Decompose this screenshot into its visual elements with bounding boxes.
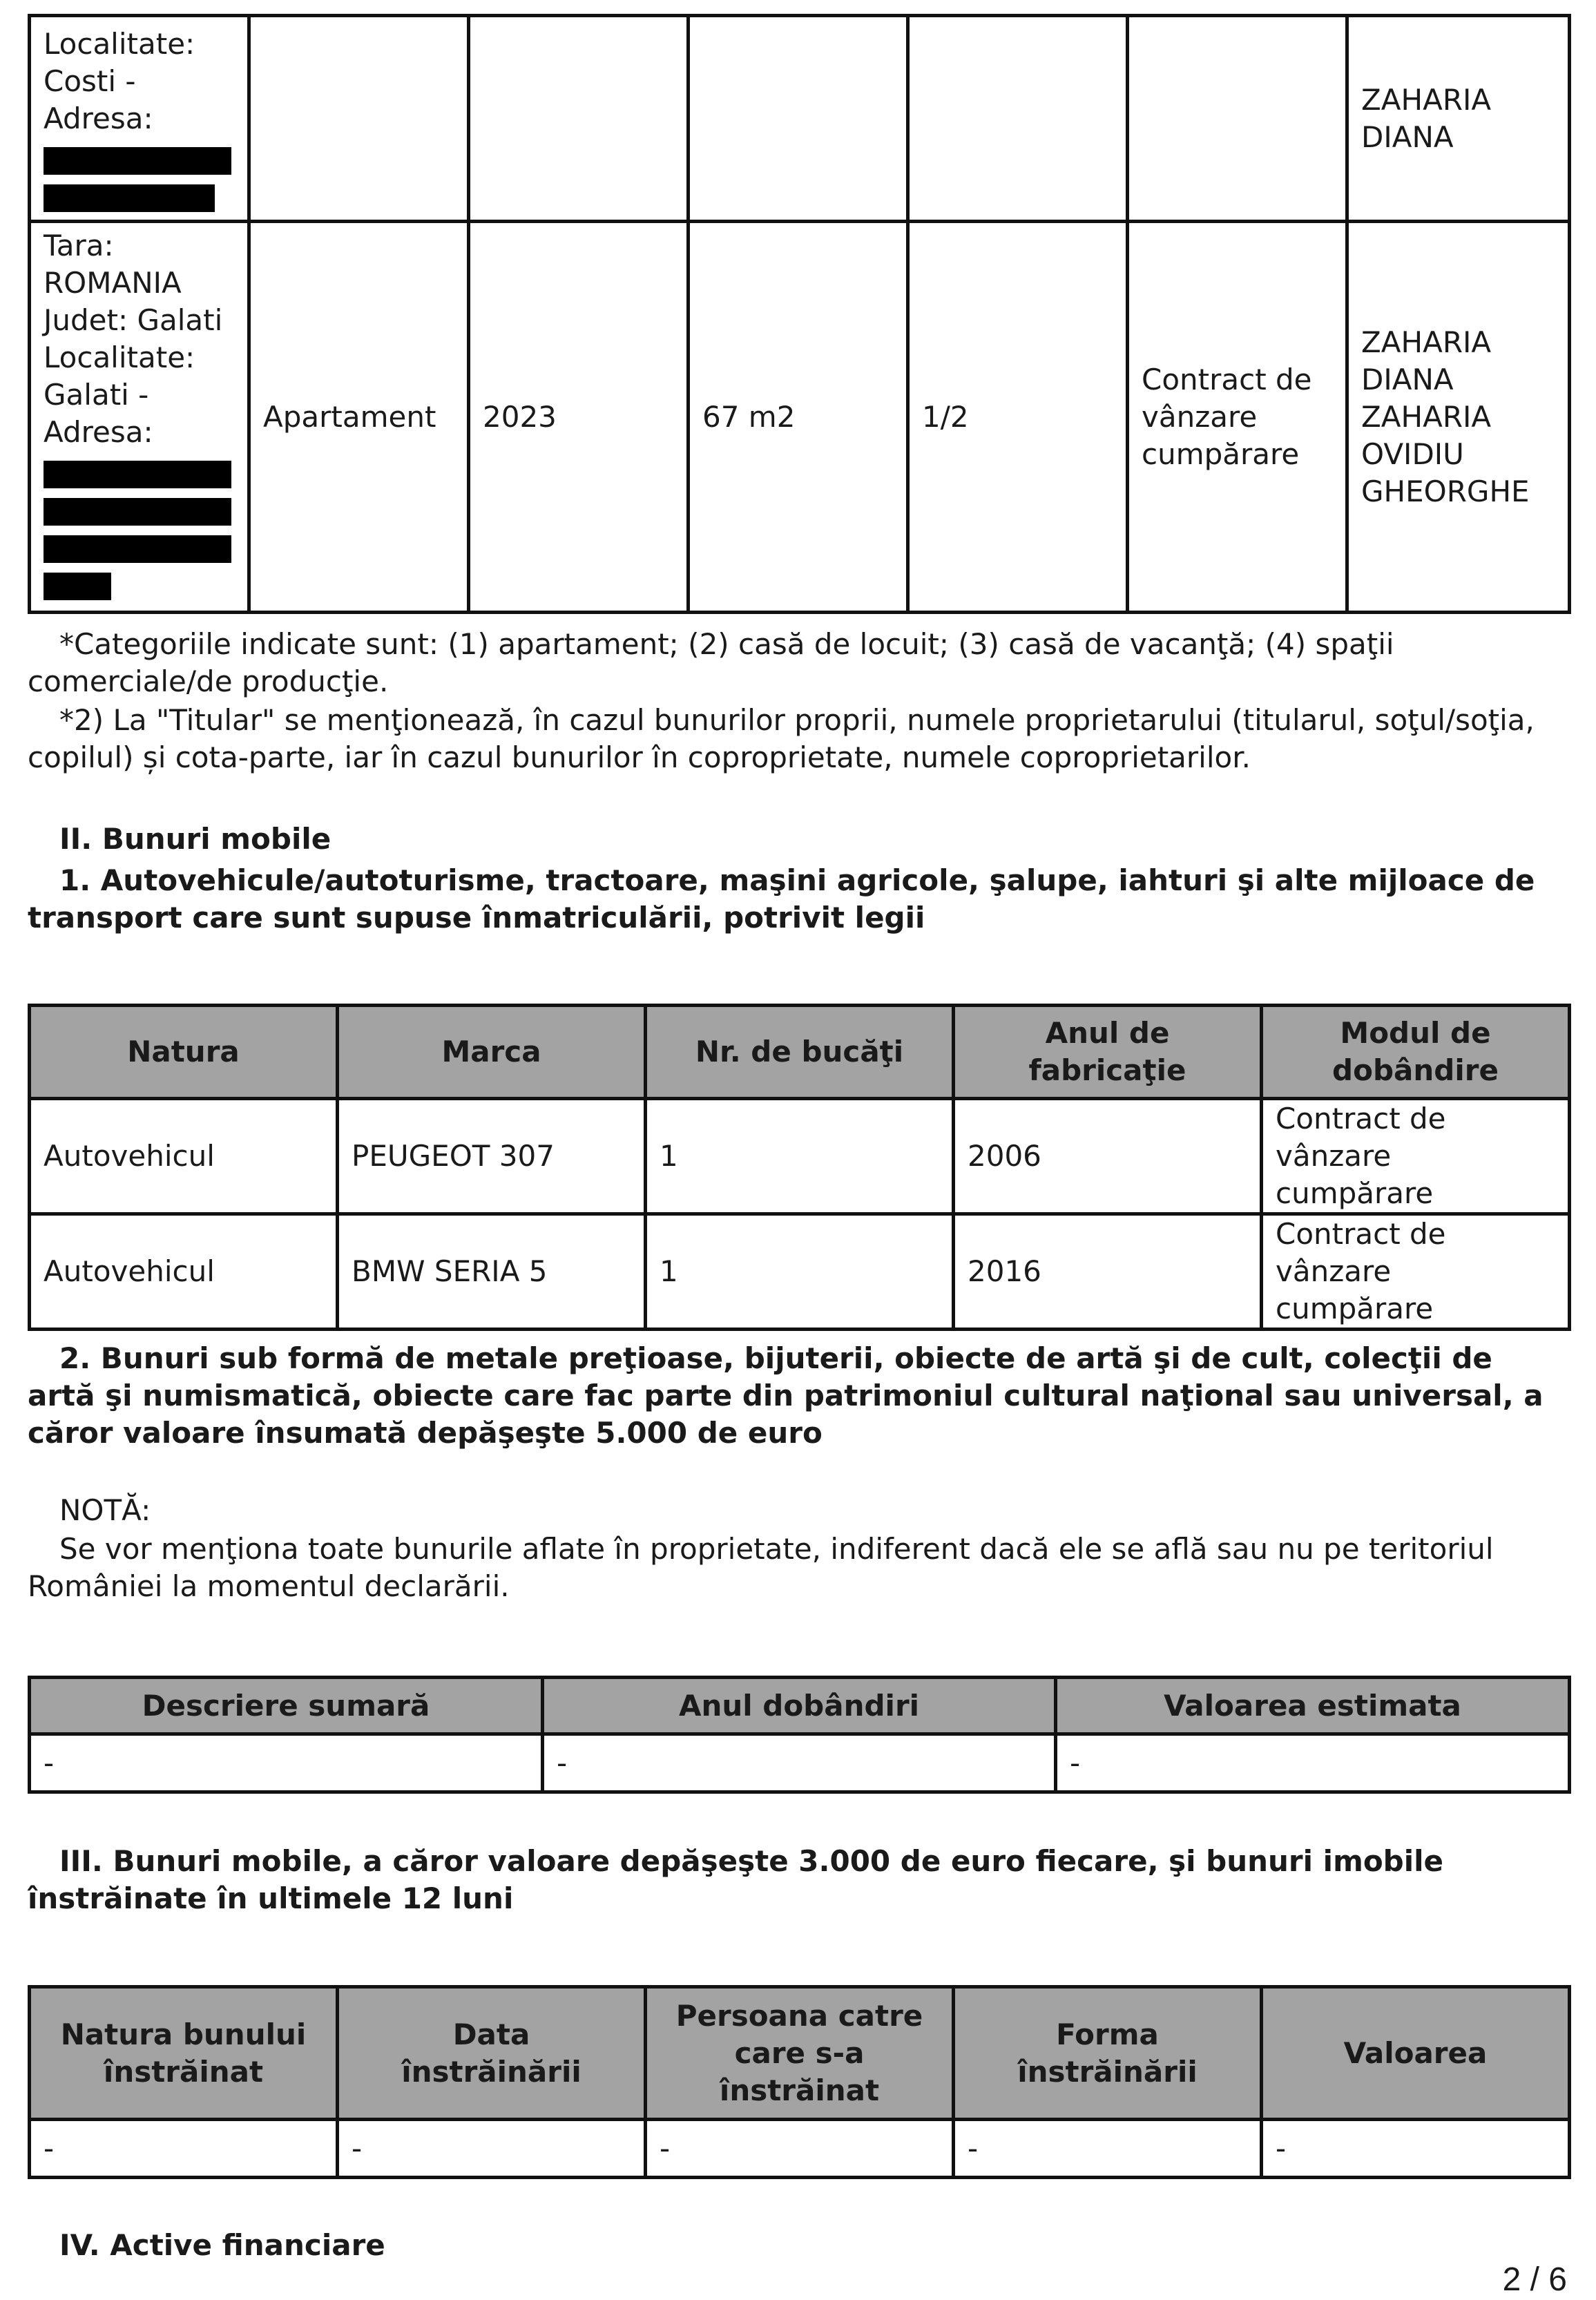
redacted-block: [44, 184, 215, 212]
column-header: Marca: [338, 1006, 646, 1099]
table-cell: -: [1262, 2120, 1570, 2178]
table-header-row: [30, 1678, 1570, 1734]
table-cell: -: [543, 1734, 1056, 1792]
area-cell: 67 m2: [689, 222, 908, 613]
address-text: Tara: ROMANIA Judet: Galati Localitate: Galati - Adresa:: [44, 229, 223, 449]
category-cell: [249, 16, 469, 222]
section-heading: II. Bunuri mobile: [59, 822, 331, 856]
table-cell: Autovehicul: [30, 1214, 338, 1330]
table-cell: -: [338, 2120, 646, 2178]
category-footnote: *Categoriile indicate sunt: (1) apartament; (2) casă de locuit; (3) casă de vacanţă; (4) spaţii comerciale/de producţie.: [28, 627, 1394, 698]
table-cell: -: [30, 1734, 543, 1792]
address-text: Localitate: Costi - Adresa:: [44, 27, 195, 135]
holder-cell: ZAHARIA DIANA: [1347, 16, 1570, 222]
redacted-block: [44, 535, 231, 563]
page-number: 2 / 6: [1502, 2261, 1567, 2298]
table-cell: 2016: [954, 1214, 1262, 1330]
mode-cell: [1128, 16, 1347, 222]
column-header: Nr. de bucăţi: [646, 1006, 954, 1099]
table-cell: -: [30, 2120, 338, 2178]
table-header-row: [30, 1006, 1570, 1099]
vehicles-table: [28, 1004, 1571, 1331]
year-cell: [469, 16, 689, 222]
note-label: NOTĂ:: [59, 1493, 151, 1527]
table-cell: 2006: [954, 1099, 1262, 1214]
mode-cell: Contract de vânzare cumpărare: [1128, 222, 1347, 613]
table-cell: -: [954, 2120, 1262, 2178]
table-row: [30, 1099, 1570, 1214]
redacted-block: [44, 498, 231, 526]
table-cell: PEUGEOT 307: [338, 1099, 646, 1214]
year-cell: 2023: [469, 222, 689, 613]
table-row: [30, 222, 1570, 613]
column-header: Descriere sumară: [30, 1678, 543, 1734]
redacted-block: [44, 147, 231, 175]
table-header-row: [30, 1987, 1570, 2120]
area-cell: [689, 16, 908, 222]
column-header: Natura bunului înstrăinat: [30, 1987, 338, 2120]
column-header: Persoana catre care s-a înstrăinat: [646, 1987, 954, 2120]
address-cell: [30, 16, 249, 222]
table-cell: Contract de vânzare cumpărare: [1262, 1214, 1570, 1330]
alienated-assets-table: [28, 1985, 1571, 2179]
table-row: [30, 1214, 1570, 1330]
column-header: Forma înstrăinării: [954, 1987, 1262, 2120]
table-cell: -: [646, 2120, 954, 2178]
column-header: Valoarea estimata: [1056, 1678, 1570, 1734]
column-header: Anul de fabricaţie: [954, 1006, 1262, 1099]
table-row: [30, 2120, 1570, 2178]
share-cell: [908, 16, 1128, 222]
column-header: Modul de dobândire: [1262, 1006, 1570, 1099]
column-header: Anul dobândiri: [543, 1678, 1056, 1734]
holder-cell: ZAHARIA DIANA ZAHARIA OVIDIU GHEORGHE: [1347, 222, 1570, 613]
redacted-block: [44, 461, 231, 488]
holder-footnote: *2) La "Titular" se menţionează, în cazul bunurilor proprii, numele proprietarului (titularul, soţul/soţia, copilul) și cota-parte, iar în cazul bunurilor în coproprietate, numele coproprietarilor.: [28, 703, 1535, 774]
subsection-heading: 2. Bunuri sub formă de metale preţioase, bijuterii, obiecte de artă şi de cult, colecţii de artă şi numismatică, obiecte care fac parte din patrimoniul cultural naţional sau universal, a căror valoare însumată depăşeşte 5.000 de euro: [28, 1341, 1544, 1450]
table-cell: BMW SERIA 5: [338, 1214, 646, 1330]
table-cell: Contract de vânzare cumpărare: [1262, 1099, 1570, 1214]
section-heading: III. Bunuri mobile, a căror valoare depăşeşte 3.000 de euro fiecare, şi bunuri imobile înstrăinate în ultimele 12 luni: [28, 1844, 1444, 1915]
table-row: [30, 16, 1570, 222]
table-cell: Autovehicul: [30, 1099, 338, 1214]
column-header: Data înstrăinării: [338, 1987, 646, 2120]
redacted-block: [44, 573, 111, 600]
table-cell: 1: [646, 1214, 954, 1330]
share-cell: 1/2: [908, 222, 1128, 613]
subsection-heading: 1. Autovehicule/autoturisme, tractoare, maşini agricole, şalupe, iahturi şi alte mijloace de transport care sunt supuse înmatriculării, potrivit legii: [28, 863, 1535, 935]
column-header: Valoarea: [1262, 1987, 1570, 2120]
table-row: [30, 1734, 1570, 1792]
address-cell: [30, 222, 249, 613]
section-heading: IV. Active financiare: [59, 2228, 385, 2262]
category-cell: Apartament: [249, 222, 469, 613]
note-text: Se vor menţiona toate bunurile aflate în proprietate, indiferent dacă ele se află sau nu pe teritoriul României la momentul declarării.: [28, 1532, 1494, 1603]
property-table: [28, 14, 1571, 614]
column-header: Natura: [30, 1006, 338, 1099]
valuables-table: [28, 1676, 1571, 1794]
table-cell: 1: [646, 1099, 954, 1214]
table-cell: -: [1056, 1734, 1570, 1792]
